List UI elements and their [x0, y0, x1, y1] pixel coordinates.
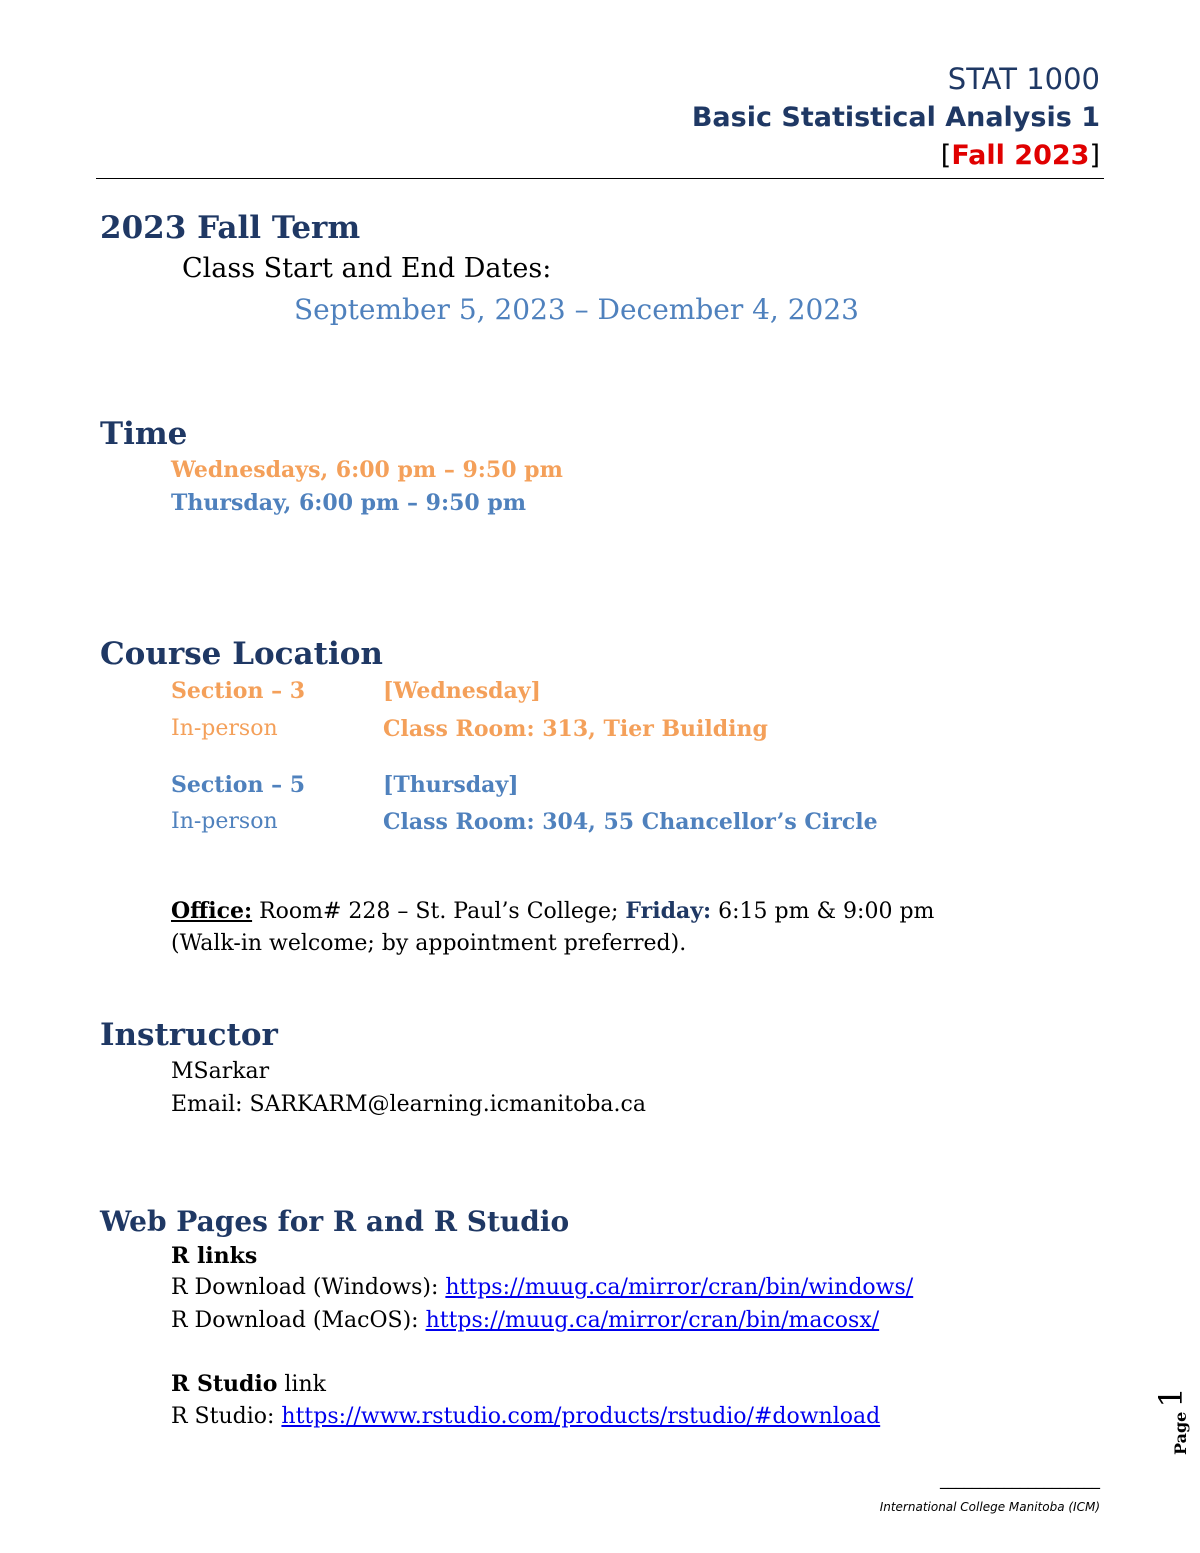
web-heading: Web Pages for R and R Studio — [100, 1205, 570, 1238]
bracket-close: ] — [1089, 140, 1100, 171]
rstudio-links-rest: link — [277, 1372, 326, 1397]
page-number: 1 — [1152, 1387, 1190, 1408]
r-mac-link[interactable]: https://muug.ca/mirror/cran/bin/macosx/ — [425, 1308, 880, 1333]
instructor-heading: Instructor — [100, 1017, 278, 1053]
r-windows-link[interactable]: https://muug.ca/mirror/cran/bin/windows/ — [445, 1275, 914, 1300]
section-5-room: Class Room: 304, 55 Chancellor’s Circle — [383, 809, 878, 835]
dates-label: Class Start and End Dates: — [182, 253, 552, 284]
email-label: Email: — [171, 1092, 250, 1117]
rstudio-line — [171, 1404, 880, 1429]
section-3-mode: In-person — [171, 716, 278, 741]
term-heading: 2023 Fall Term — [100, 210, 361, 246]
instructor-name: MSarkar — [171, 1059, 270, 1084]
section-5-label: Section – 5 — [171, 772, 306, 798]
rstudio-label: R Studio: — [171, 1404, 282, 1429]
footer-institution: International College Manitoba (ICM) — [879, 1500, 1100, 1514]
r-windows-label: R Download (Windows): — [171, 1275, 446, 1300]
header-divider — [96, 178, 1104, 179]
section-3-room: Class Room: 313, Tier Building — [383, 716, 768, 742]
time-wednesday: Wednesdays, 6:00 pm – 9:50 pm — [171, 457, 563, 483]
location-heading: Course Location — [100, 636, 383, 672]
rstudio-links-label — [171, 1371, 326, 1397]
r-mac-line — [171, 1308, 879, 1333]
rstudio-links-bold: R Studio — [171, 1371, 278, 1397]
page-number-block — [1130, 1387, 1190, 1475]
instructor-email-line — [171, 1092, 646, 1117]
section-3-day: [Wednesday] — [383, 678, 541, 704]
section-3-label: Section – 3 — [171, 678, 306, 704]
class-dates: September 5, 2023 – December 4, 2023 — [294, 293, 859, 326]
section-5-day: [Thursday] — [383, 772, 519, 798]
footer-line: ____________________ — [940, 1470, 1100, 1489]
r-links-label: R links — [171, 1243, 258, 1269]
office-day: Friday: — [625, 898, 712, 924]
bracket-open: [ — [940, 140, 952, 171]
time-thursday: Thursday, 6:00 pm – 9:50 pm — [171, 490, 527, 516]
term-label: Fall 2023 — [951, 140, 1090, 171]
course-code: STAT 1000 — [947, 62, 1100, 96]
page-word: Page — [1171, 1411, 1190, 1455]
office-room: Room# 228 – St. Paul’s College; — [252, 899, 626, 924]
r-mac-label: R Download (MacOS): — [171, 1308, 426, 1333]
instructor-email[interactable]: SARKARM@learning.icmanitoba.ca — [249, 1092, 646, 1117]
r-windows-line — [171, 1275, 913, 1300]
office-label: Office: — [171, 898, 253, 924]
time-heading: Time — [100, 416, 188, 452]
term-badge — [941, 140, 1100, 171]
section-5-mode: In-person — [171, 809, 278, 834]
course-name: Basic Statistical Analysis 1 — [691, 102, 1100, 133]
office-note: (Walk-in welcome; by appointment preferred). — [171, 931, 687, 956]
rstudio-link[interactable]: https://www.rstudio.com/products/rstudio/#download — [281, 1404, 881, 1429]
office-time: 6:15 pm & 9:00 pm — [711, 899, 935, 924]
office-line — [171, 898, 934, 924]
